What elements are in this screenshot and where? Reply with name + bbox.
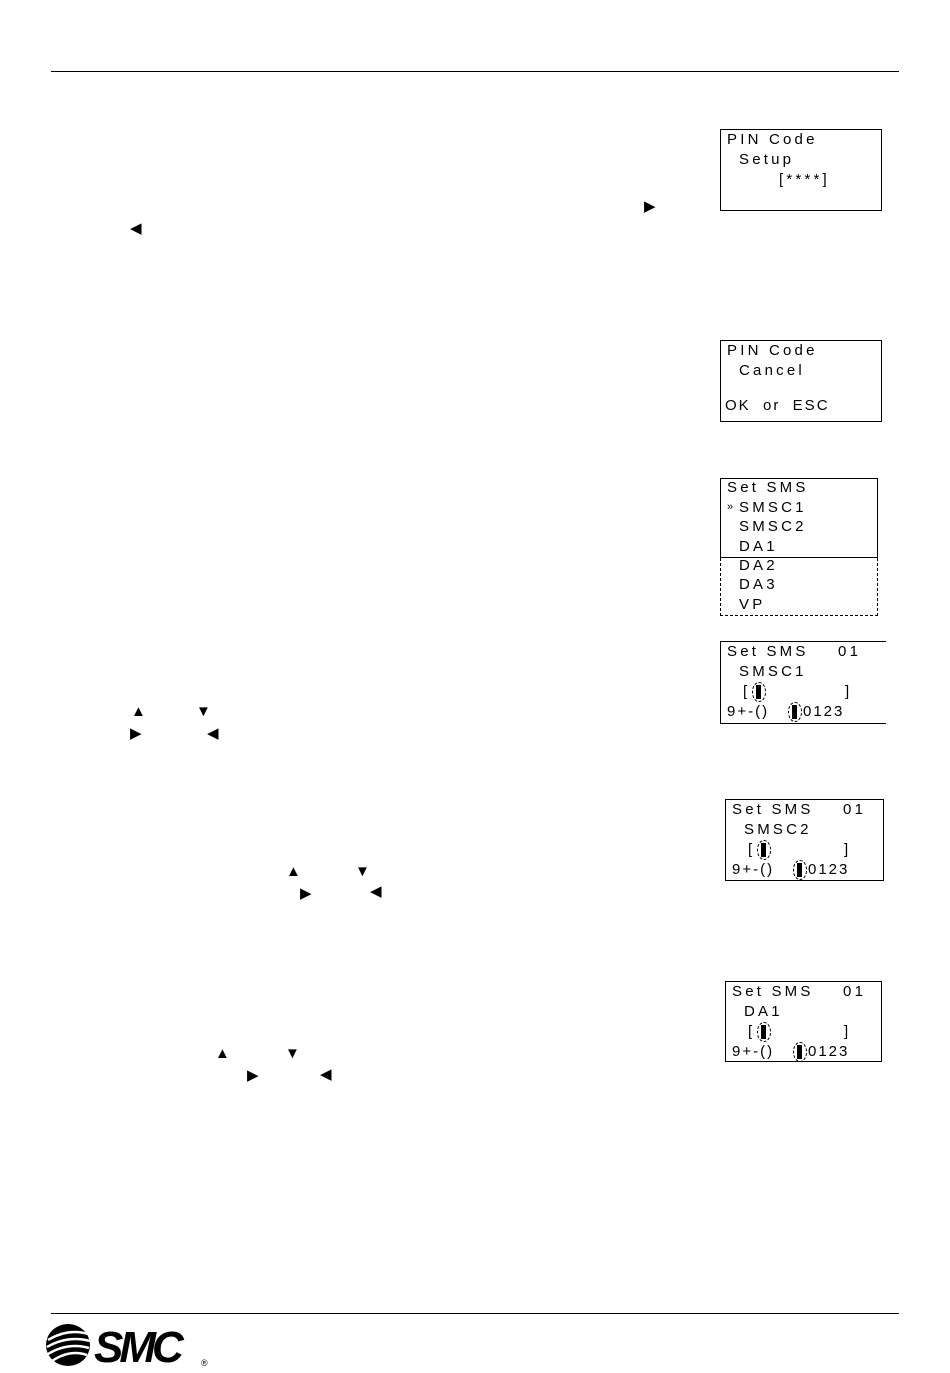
input-cursor [761, 843, 766, 857]
menu-item: SMSC2 [739, 518, 807, 535]
right-arrow-icon: ▶ [130, 725, 142, 742]
lcd-line: Setup [739, 151, 795, 168]
lcd-line: Cancel [739, 362, 805, 379]
charset-right: 0123 [803, 703, 845, 720]
lcd-line: PIN Code [727, 131, 818, 148]
da1-entry-screen [725, 981, 882, 1062]
smc-logo [46, 1322, 214, 1373]
right-arrow-icon: ▶ [644, 198, 656, 215]
up-arrow-icon: ▲ [215, 1045, 230, 1062]
right-arrow-icon: ▶ [300, 885, 312, 902]
menu-item: VP [739, 596, 766, 613]
left-arrow-icon: ◀ [320, 1066, 332, 1083]
left-arrow-icon: ◀ [207, 725, 219, 742]
right-arrow-icon: ▶ [247, 1067, 259, 1084]
charset-left: 9+-() [732, 861, 775, 878]
pin-setup-screen [720, 129, 882, 211]
down-arrow-icon: ▼ [285, 1045, 300, 1062]
lcd-line: [****] [779, 171, 830, 188]
svg-text:SMC: SMC [94, 1323, 180, 1368]
up-arrow-icon: ▲ [286, 863, 301, 880]
set-sms-menu-scroll-area [720, 558, 878, 616]
bracket-close: ] [845, 683, 853, 700]
lcd-field-name: DA1 [744, 1003, 783, 1020]
left-arrow-icon: ◀ [130, 220, 142, 237]
selection-chevron-icon: » [727, 501, 732, 513]
down-arrow-icon: ▼ [196, 703, 211, 720]
lcd-field-name: SMSC2 [744, 821, 812, 838]
left-arrow-icon: ◀ [370, 883, 382, 900]
bottom-rule [51, 1313, 899, 1314]
top-rule [51, 71, 899, 72]
pin-cancel-screen [720, 340, 882, 422]
down-arrow-icon: ▼ [355, 863, 370, 880]
charset-right: 0123 [808, 1043, 850, 1060]
charset-left: 9+-() [727, 703, 770, 720]
bracket-close: ] [844, 1023, 852, 1040]
smsc1-entry-screen [720, 641, 886, 724]
up-arrow-icon: ▲ [131, 703, 146, 720]
set-sms-menu-screen [720, 478, 878, 558]
lcd-line: PIN Code [727, 342, 818, 359]
menu-title: Set SMS [727, 479, 809, 496]
lcd-title: Set SMS 01 [732, 983, 867, 1000]
charset-right: 0123 [808, 861, 850, 878]
menu-item: DA2 [739, 557, 778, 574]
menu-item: SMSC1 [739, 499, 807, 516]
charset-cursor [792, 705, 797, 719]
lcd-title: Set SMS 01 [727, 643, 862, 660]
bracket-open: [ [748, 841, 756, 858]
bracket-close: ] [844, 841, 852, 858]
menu-item: DA1 [739, 538, 778, 555]
smsc2-entry-screen [725, 799, 884, 881]
lcd-field-name: SMSC1 [739, 663, 807, 680]
bracket-open: [ [748, 1023, 756, 1040]
charset-cursor [797, 1045, 802, 1059]
lcd-line: OK or ESC [725, 397, 830, 414]
charset-left: 9+-() [732, 1043, 775, 1060]
menu-item: DA3 [739, 576, 778, 593]
svg-text:®: ® [201, 1358, 208, 1368]
lcd-title: Set SMS 01 [732, 801, 867, 818]
input-cursor [756, 685, 761, 699]
bracket-open: [ [743, 683, 751, 700]
charset-cursor [797, 863, 802, 877]
input-cursor [761, 1025, 766, 1039]
